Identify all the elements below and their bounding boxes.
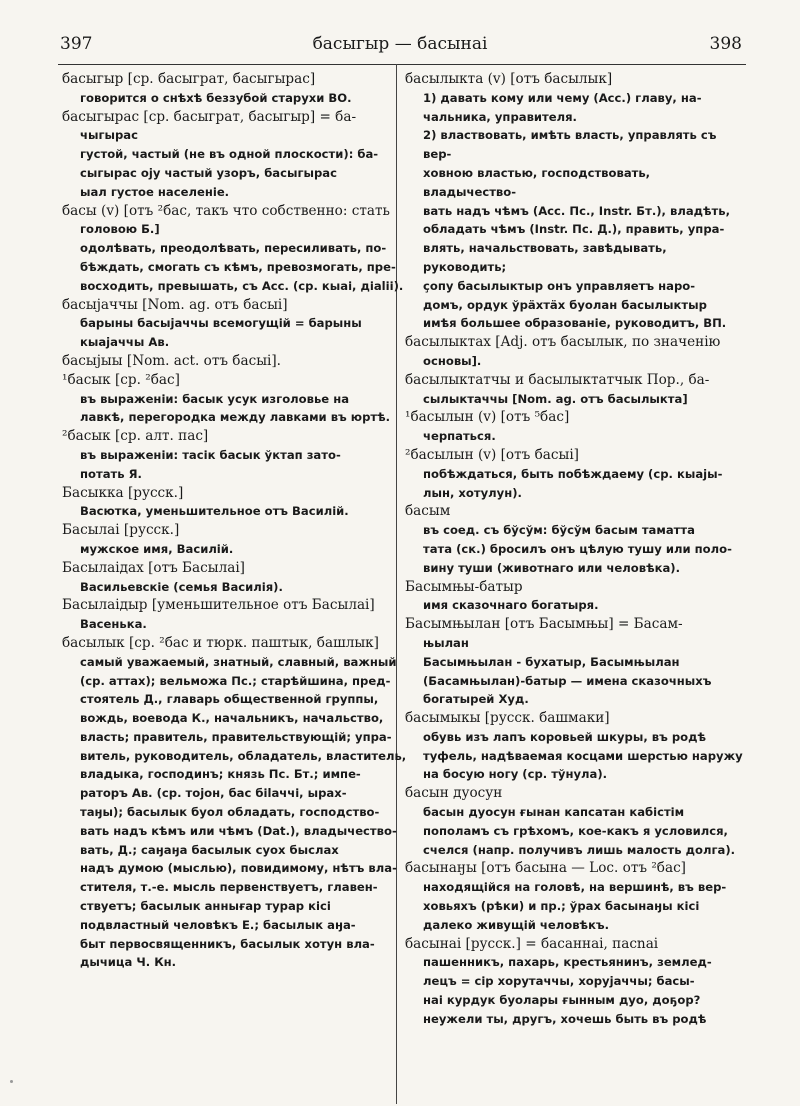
entry-definition-line: вать надъ чѣмъ (Acc. Пс., Instr. Бт.), владѣть, [423,203,731,218]
entry-headword: ¹басылын (v) [отъ ⁵бас] [405,409,570,426]
entry-headword: басынаӈы [отъ басына — Loc. отъ ²бас] [405,860,686,877]
entry-definition-line: пополамъ съ грѣхомъ, кое-какъ я условился, [423,823,728,838]
right-column [405,70,747,1100]
entry-headword: Басылаі [русск.] [62,522,180,539]
entry-headword: ¹басык [ср. ²бас] [62,371,180,388]
entry-definition-line: имя сказочнаго богатыря. [423,598,599,613]
entry-headword: ²басылын (v) [отъ басыі] [405,446,579,463]
entry-definition-line: ховьяхъ (рѣки) и пр.; ўрах басынаӈы кісі [423,899,700,914]
entry-definition-line: въ выраженіи: басык усук изголовье на [80,391,350,406]
entry-definition-line: 2) властвовать, имѣть власть, управлять съ вер- [423,128,717,162]
entry-definition-line: стителя, т.-е. мысль первенствуетъ, главен- [80,880,378,895]
entry-definition-line: њылан [423,635,469,650]
entry-headword: Басылаідах [отъ Басылаі] [62,559,245,576]
entry-definition-line: сыгырас оју частый узоръ, басыгырас [80,165,338,180]
entry-definition-line: таӈы); басылык буол обладать, господство- [80,805,380,820]
entry-definition-line: подвластный человѣкъ Е.; басылык аӈа- [80,917,356,932]
dictionary-entry [62,427,412,483]
entry-definition-line: богатырей Худ. [423,692,529,707]
entry-definition-line: надъ думою (мыслью), повидимому, нѣтъ вла- [80,861,397,876]
entry-definition-line: находящійся на головѣ, на вершинѣ, въ вер- [423,880,727,895]
entry-definition-line: головою Б.] [80,222,160,237]
entry-definition-line: 1) давать кому или чему (Acc.) главу, на- [423,90,702,105]
entry-definition-line: Васютка, уменьшительное отъ Василій. [80,504,349,519]
entry-definition-line: далеко живущій человѣкъ. [423,917,610,932]
page-speck [10,1080,13,1083]
entry-headword: басылыктатчы и басылыктатчык Пор., ба- [405,371,710,388]
entry-definition-line: счелся (напр. получивъ лишь малость долга). [423,842,736,857]
dictionary-entry [62,202,412,296]
entry-definition-line: черпаться. [423,429,496,444]
entry-definition-line: побѣждаться, быть побѣждаему (ср. кыајы- [423,466,723,481]
right-page-number: 398 [709,34,742,54]
entry-headword: басынаі [русск.] = басаннаі, пасnаі [405,935,659,952]
left-page-number: 397 [60,34,93,54]
entry-definition-line: стоятель Д., главарь общественной группы, [80,692,379,707]
entry-headword: Басымњы-батыр [405,578,523,595]
dictionary-entry [405,859,747,934]
entry-definition-line: чальника, управителя. [423,109,577,124]
entry-definition-line: говорится о снѣхѣ беззубой старухи ВО. [80,90,352,105]
entry-definition-line: восходить, превышать, съ Acc. (ср. кыаі, діаlіі). [80,278,404,293]
entry-headword: басымыкы [русск. башмаки] [405,710,610,727]
entry-definition-line: ховною властью, господствовать, владычество- [423,165,651,199]
dictionary-entry [62,634,412,972]
entry-definition-line: (ср. аттах); вельможа Пс.; старѣйшина, пред- [80,673,391,688]
entry-definition-line: домъ, ордук ўрӓхтӓх буолан басылыктыр [423,297,707,312]
entry-definition-line: Васильевскіе (семья Василія). [80,579,283,594]
entry-headword: басыгыр [ср. басыграт, басыгырас] [62,71,316,87]
entry-headword: басыгырас [ср. басыграт, басыгыр] = ба- [62,108,357,125]
entry-definition-line: (Басамњылан)-батыр — имена сказочныхъ [423,673,712,688]
entry-definition-line: чыгырас [80,128,138,143]
entry-headword: басылыкта (v) [отъ басылык] [405,71,613,87]
entry-definition-line: одолѣвать, преодолѣвать, пересиливать, по- [80,241,387,256]
entry-definition-line: лавкѣ, перегородка между лавками въ юртѣ. [80,410,391,425]
entry-definition-line: обувь изъ лапъ коровьей шкуры, въ родѣ [423,729,706,744]
entry-definition-line: наі курдук буолары ғынным дуо, доҕор? [423,993,701,1008]
entry-definition-line: власть; правитель, правительствующій; упра- [80,729,392,744]
entry-definition-line: самый уважаемый, знатный, славный, важный [80,654,397,669]
dictionary-entry [405,935,747,1029]
entry-definition-line: басын дуосун ғынан капсатан кабістім [423,805,685,820]
dictionary-entry [405,709,747,784]
entry-definition-line: мужское имя, Василій. [80,541,234,556]
entry-definition-line: вать, Д.; саӈаӈа басылык суох быслах [80,842,339,857]
page-header [0,34,800,60]
entry-definition-line: владыка, господинъ; князь Пс. Бт.; импе- [80,767,361,782]
entry-definition-line: витель, руководитель, обладатель, властитель, [80,748,407,763]
entry-definition-line: пашенникъ, пахарь, крестьянинъ, землед- [423,955,712,970]
dictionary-entry [62,352,412,371]
entry-headword: басын дуосун [405,785,503,802]
entry-definition-line: быт первосвященникъ, басылык хотун вла- [80,936,375,951]
left-column [62,70,412,1100]
entry-definition-line: вину туши (животнаго или человѣка). [423,560,681,575]
entry-headword: Басылаідыр [уменьшительное отъ Басылаі] [62,597,375,614]
dictionary-entry [405,615,747,709]
entry-definition-line: кыајаччы Ав. [80,335,170,350]
entry-definition-line: ыал густое населеніе. [80,184,230,199]
dictionary-entry [62,296,412,352]
dictionary-entry [62,484,412,522]
dictionary-entry [405,578,747,616]
running-title: басыгыр — басынаі [312,34,488,54]
dictionary-entry [405,502,747,577]
entry-headword: басылык [ср. ²бас и тюрк. паштык, башлык] [62,634,379,651]
entry-definition-line: тата (ск.) бросилъ онъ цѣлую тушу или поло- [423,541,732,556]
entry-definition-line: вать надъ кѣмъ или чѣмъ (Dat.), владычество- [80,823,397,838]
entry-definition-line: туфель, надѣваемая косцами шерстью наружу [423,748,743,763]
entry-definition-line: основы]. [423,353,482,368]
dictionary-entry [62,596,412,634]
entry-definition-line: имѣя большее образованіе, руководитъ, ВП. [423,316,727,331]
entry-headword: басым [405,503,451,520]
entry-definition-line: въ выраженіи: тасік басык ўктап зато- [80,447,341,462]
dictionary-entry [405,390,747,409]
entry-definition-line: лын, хотулун). [423,485,522,500]
dictionary-entry [62,521,412,559]
entry-definition-line: вождь, воевода К., начальникъ, начальство, [80,711,384,726]
dictionary-entry [405,371,747,390]
dictionary-entry [405,784,747,859]
dictionary-entry [405,408,747,446]
entry-definition-line: ствуетъ; басылык аннығар турар кісі [80,899,331,914]
entry-definition-line: сылыктаччы [Nom. ag. отъ басылыкта] [423,391,688,406]
entry-headword: Басыкка [русск.] [62,484,184,501]
entry-headword: басыјыы [Nom. act. отъ басыі]. [62,352,282,369]
entry-definition-line: ҫопу басылыктыр онъ управляетъ наро- [423,278,696,293]
entry-definition-line: обладать чѣмъ (Instr. Пс. Д.), править, упра- [423,222,725,237]
entry-definition-line: неужели ты, другъ, хочешь быть въ родѣ [423,1011,707,1026]
dictionary-entry [405,333,747,371]
entry-definition-line: лецъ = сір хорутаччы, хоруjаччы; басы- [423,974,695,989]
entry-headword: ²басык [ср. алт. пас] [62,428,209,445]
entry-definition-line: въ соед. съ бўсўм: бўсўм басым таматта [423,523,695,538]
entry-headword: басылыктах [Adj. отъ басылык, по значенію [405,334,721,351]
dictionary-entry [62,559,412,597]
dictionary-entry [62,108,412,127]
dictionary-entry [405,70,747,333]
entry-headword: басыјаччы [Nom. ag. отъ басыі] [62,296,288,313]
entry-definition-line: густой, частый (не въ одной плоскости): ба- [80,147,379,162]
entry-definition-line: бѣждать, смогать съ кѣмъ, превозмогать, пре- [80,259,396,274]
dictionary-entry [62,126,412,201]
dictionary-entry [62,70,412,108]
entry-definition-line: влять, начальствовать, завѣдывать, руководить; [423,241,667,274]
entry-definition-line: барыны басыјаччы всемогущій = барыны [80,316,362,331]
header-rule [58,64,746,65]
entry-definition-line: на босую ногу (ср. тўнула). [423,767,608,782]
entry-definition-line: Васенька. [80,617,147,632]
dictionary-entry [62,371,412,427]
entry-definition-line: дычица Ч. Кн. [80,955,177,970]
entry-headword: басы (v) [отъ ²бас, такъ что собственно: стать [62,202,390,219]
entry-definition-line: Басымњылан - бухатыр, Басымњылан [423,654,680,669]
dictionary-entry [405,446,747,502]
entry-definition-line: потать Я. [80,466,142,481]
entry-headword: Басымњылан [отъ Басымњы] = Басам- [405,616,683,633]
entry-definition-line: раторъ Ав. (ср. тојон, бас біlаччі, ырах- [80,786,347,801]
